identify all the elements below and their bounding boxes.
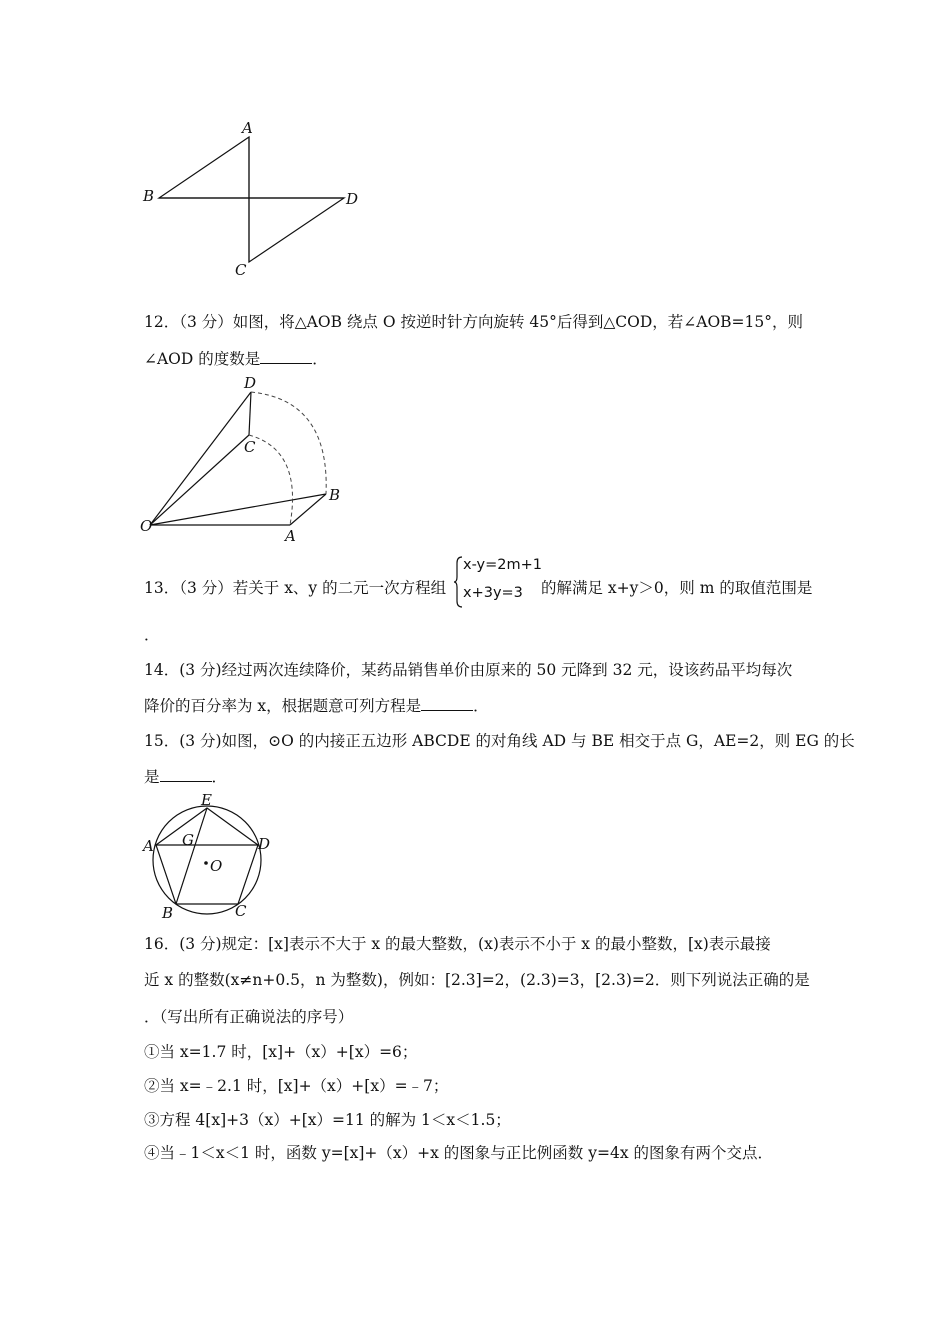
q12-line1: 12．（3 分）如图，将△AOB 绕点 O 按逆时针方向旋转 45°后得到△COD，若∠AOB=15°，则 — [144, 313, 804, 331]
q15-answer-blank[interactable] — [160, 767, 212, 782]
q16-line3: ．（写出所有正确说法的序号） — [144, 1008, 354, 1026]
label-e: E — [201, 793, 212, 809]
q13-prefix: 13．（3 分）若关于 x、y 的二元一次方程组 — [144, 579, 447, 597]
q14-line2 — [144, 694, 489, 716]
segment-ob — [150, 494, 326, 525]
segment-dc — [249, 392, 251, 435]
q12-end: ． — [312, 350, 328, 368]
q16-option-3: ③方程 4[x]+3（x）+[x）=11 的解为 1＜x＜1.5； — [144, 1111, 511, 1129]
label-c: C — [244, 438, 256, 456]
q13-line2: ． — [144, 626, 160, 644]
q14-end: ． — [473, 697, 489, 715]
pentagon-figure — [140, 793, 275, 923]
arc-ac — [249, 435, 293, 525]
label-g: G — [182, 831, 194, 849]
rhombus-outline — [159, 137, 344, 262]
circle-o — [153, 806, 261, 914]
q15-prompt: 是 — [144, 768, 160, 786]
label-a: A — [242, 119, 253, 137]
q13-suffix: 的解满足 x+y＞0，则 m 的取值范围是 — [541, 579, 813, 597]
segment-od — [150, 392, 251, 525]
q14-line1: 14．(3 分)经过两次连续降价，某药品销售单价由原来的 50 元降到 32 元，设该药品平均每次 — [144, 661, 793, 679]
label-d: D — [244, 374, 257, 392]
q16-option-1: ①当 x=1.7 时，[x]+（x）+[x）=6； — [144, 1043, 418, 1061]
label-d: D — [346, 190, 359, 208]
label-c: C — [235, 261, 247, 279]
q16-line2: 近 x 的整数(x≠n+0.5，n 为整数)，例如：[2.3]=2，(2.3)=3，[2.3)=2．则下列说法正确的是 — [144, 971, 810, 989]
q15-end: ． — [211, 768, 228, 786]
label-b: B — [162, 904, 174, 922]
q12-line2 — [144, 347, 328, 369]
q16-option-2: ②当 x=﹣2.1 时，[x]+（x）+[x）=﹣7； — [144, 1077, 449, 1095]
segment-oc — [150, 435, 249, 525]
label-a: A — [285, 527, 296, 545]
q12-answer-blank[interactable] — [260, 349, 312, 364]
segment-ba — [290, 494, 326, 525]
rotation-figure — [138, 370, 358, 545]
brace-icon — [453, 555, 463, 609]
q16-line1: 16．(3 分)规定：[x]表示不大于 x 的最大整数，(x)表示不小于 x 的最小整数，[x)表示最接 — [144, 935, 771, 953]
q13-line1 — [144, 576, 446, 598]
equation-system — [453, 555, 553, 609]
label-b: B — [143, 187, 155, 205]
equation-1: x-y=2m+1 — [463, 557, 543, 573]
pentagon-abcde — [156, 808, 258, 904]
label-c: C — [235, 902, 247, 920]
rhombus-figure — [138, 118, 368, 283]
q12-prompt: ∠AOD 的度数是 — [144, 350, 261, 368]
center-point — [204, 861, 208, 865]
q14-prompt: 降价的百分率为 x，根据题意可列方程是 — [144, 697, 422, 715]
label-o: O — [210, 857, 223, 875]
label-b: B — [329, 486, 341, 504]
label-a: A — [143, 837, 154, 855]
q15-line2 — [144, 765, 227, 787]
label-o: O — [140, 517, 153, 535]
label-d: D — [258, 835, 271, 853]
q16-option-4: ④当﹣1＜x＜1 时，函数 y=[x]+（x）+x 的图象与正比例函数 y=4x 的图象有两个交点． — [144, 1144, 773, 1162]
q14-answer-blank[interactable] — [421, 696, 473, 711]
equation-2: x+3y=3 — [463, 585, 523, 601]
diagonal-be — [176, 808, 207, 904]
arc-bd — [251, 392, 326, 494]
q15-line1: 15．(3 分)如图，⊙O 的内接正五边形 ABCDE 的对角线 AD 与 BE 相交于点 G，AE=2，则 EG 的长 — [144, 732, 855, 750]
